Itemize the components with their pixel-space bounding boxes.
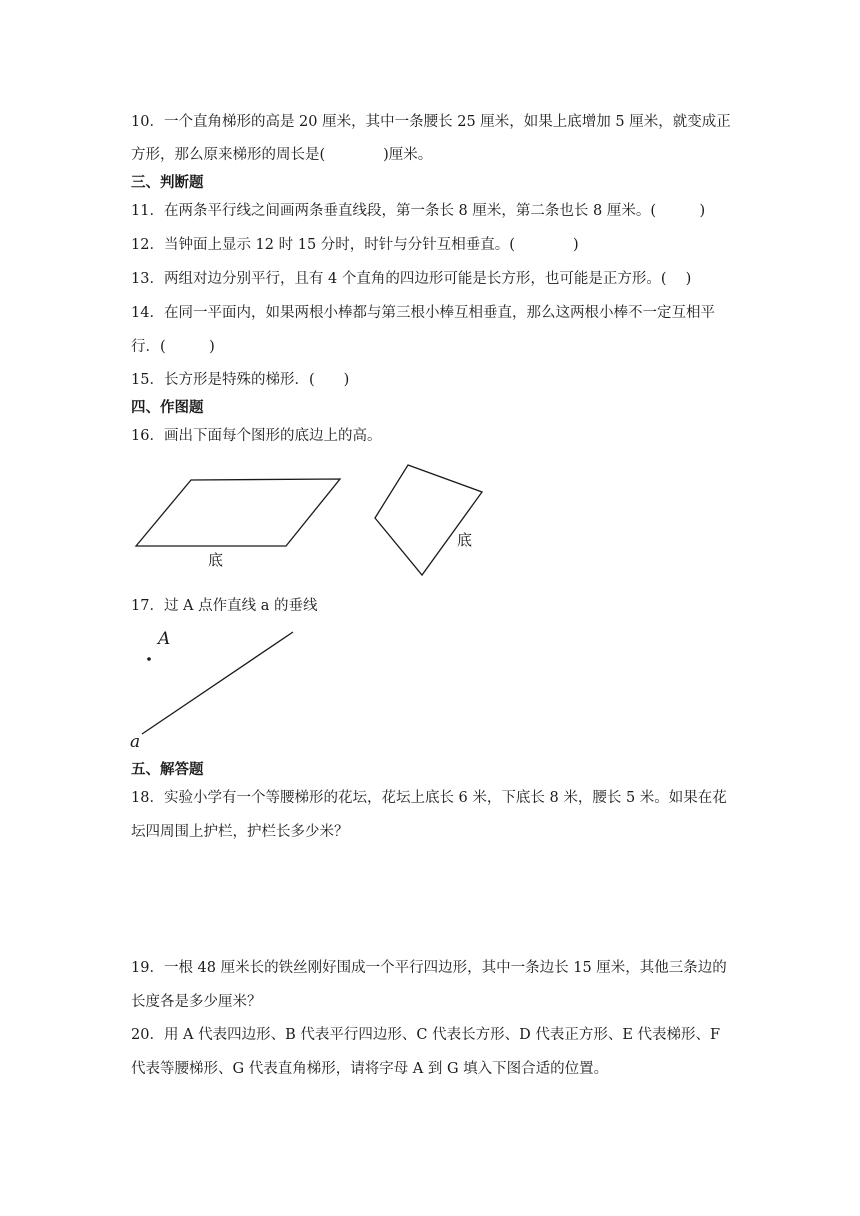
q16-text: 16．画出下面每个图形的底边上的高。: [131, 428, 382, 444]
q15-text: 15．长方形是特殊的梯形．( ): [131, 372, 350, 388]
q18-line2: 坛四周围上护栏，护栏长多少米？: [131, 824, 349, 840]
point-a-label: A: [158, 629, 171, 649]
q14-line1: 14．在同一平面内，如果两根小棒都与第三根小棒互相垂直，那么这两根小棒不一定互相平: [131, 305, 715, 321]
q12-text: 12．当钟面上显示 12 时 15 分时，时针与分针互相垂直。( ): [131, 237, 579, 253]
q19-line2: 长度各是多少厘米？: [131, 994, 262, 1010]
section-drawing-title: 四、作图题: [131, 400, 204, 416]
q13-text: 13．两组对边分别平行，且有 4 个直角的四边形可能是长方形，也可能是正方形。( ): [131, 271, 692, 287]
q10-line1: 10．一个直角梯形的高是 20 厘米，其中一条腰长 25 厘米，如果上底增加 5 厘米，就变成正: [131, 114, 731, 130]
q11-text: 11．在两条平行线之间画两条垂直线段，第一条长 8 厘米，第二条也长 8 厘米。( ): [131, 203, 706, 219]
quadrilateral-figure: [375, 465, 482, 575]
section-judgment-title: 三、判断题: [131, 175, 204, 191]
line-a-label: a: [130, 732, 141, 752]
parallelogram-base-label: 底: [208, 551, 224, 569]
q14-line2: 行．( ): [131, 339, 215, 355]
q19-line1: 19．一根 48 厘米长的铁丝刚好围成一个平行四边形，其中一条边长 15 厘米，其他三条边的: [131, 960, 727, 976]
q20-line2: 代表等腰梯形、G 代表直角梯形，请将字母 A 到 G 填入下图合适的位置。: [131, 1061, 609, 1077]
point-a-dot: [147, 657, 151, 661]
parallelogram-figure: [136, 479, 340, 546]
quadrilateral-base-label: 底: [457, 531, 473, 549]
q10-line2: 方形，那么原来梯形的周长是( )厘米。: [131, 147, 433, 163]
section-answer-title: 五、解答题: [131, 762, 204, 778]
q18-line1: 18．实验小学有一个等腰梯形的花坛，花坛上底长 6 米，下底长 8 米，腰长 5 米。如果在花: [131, 790, 727, 806]
q20-line1: 20．用 A 代表四边形、B 代表平行四边形、C 代表长方形、D 代表正方形、E 代表梯形、F: [131, 1027, 721, 1043]
q17-text: 17．过 A 点作直线 a 的垂线: [131, 598, 318, 614]
